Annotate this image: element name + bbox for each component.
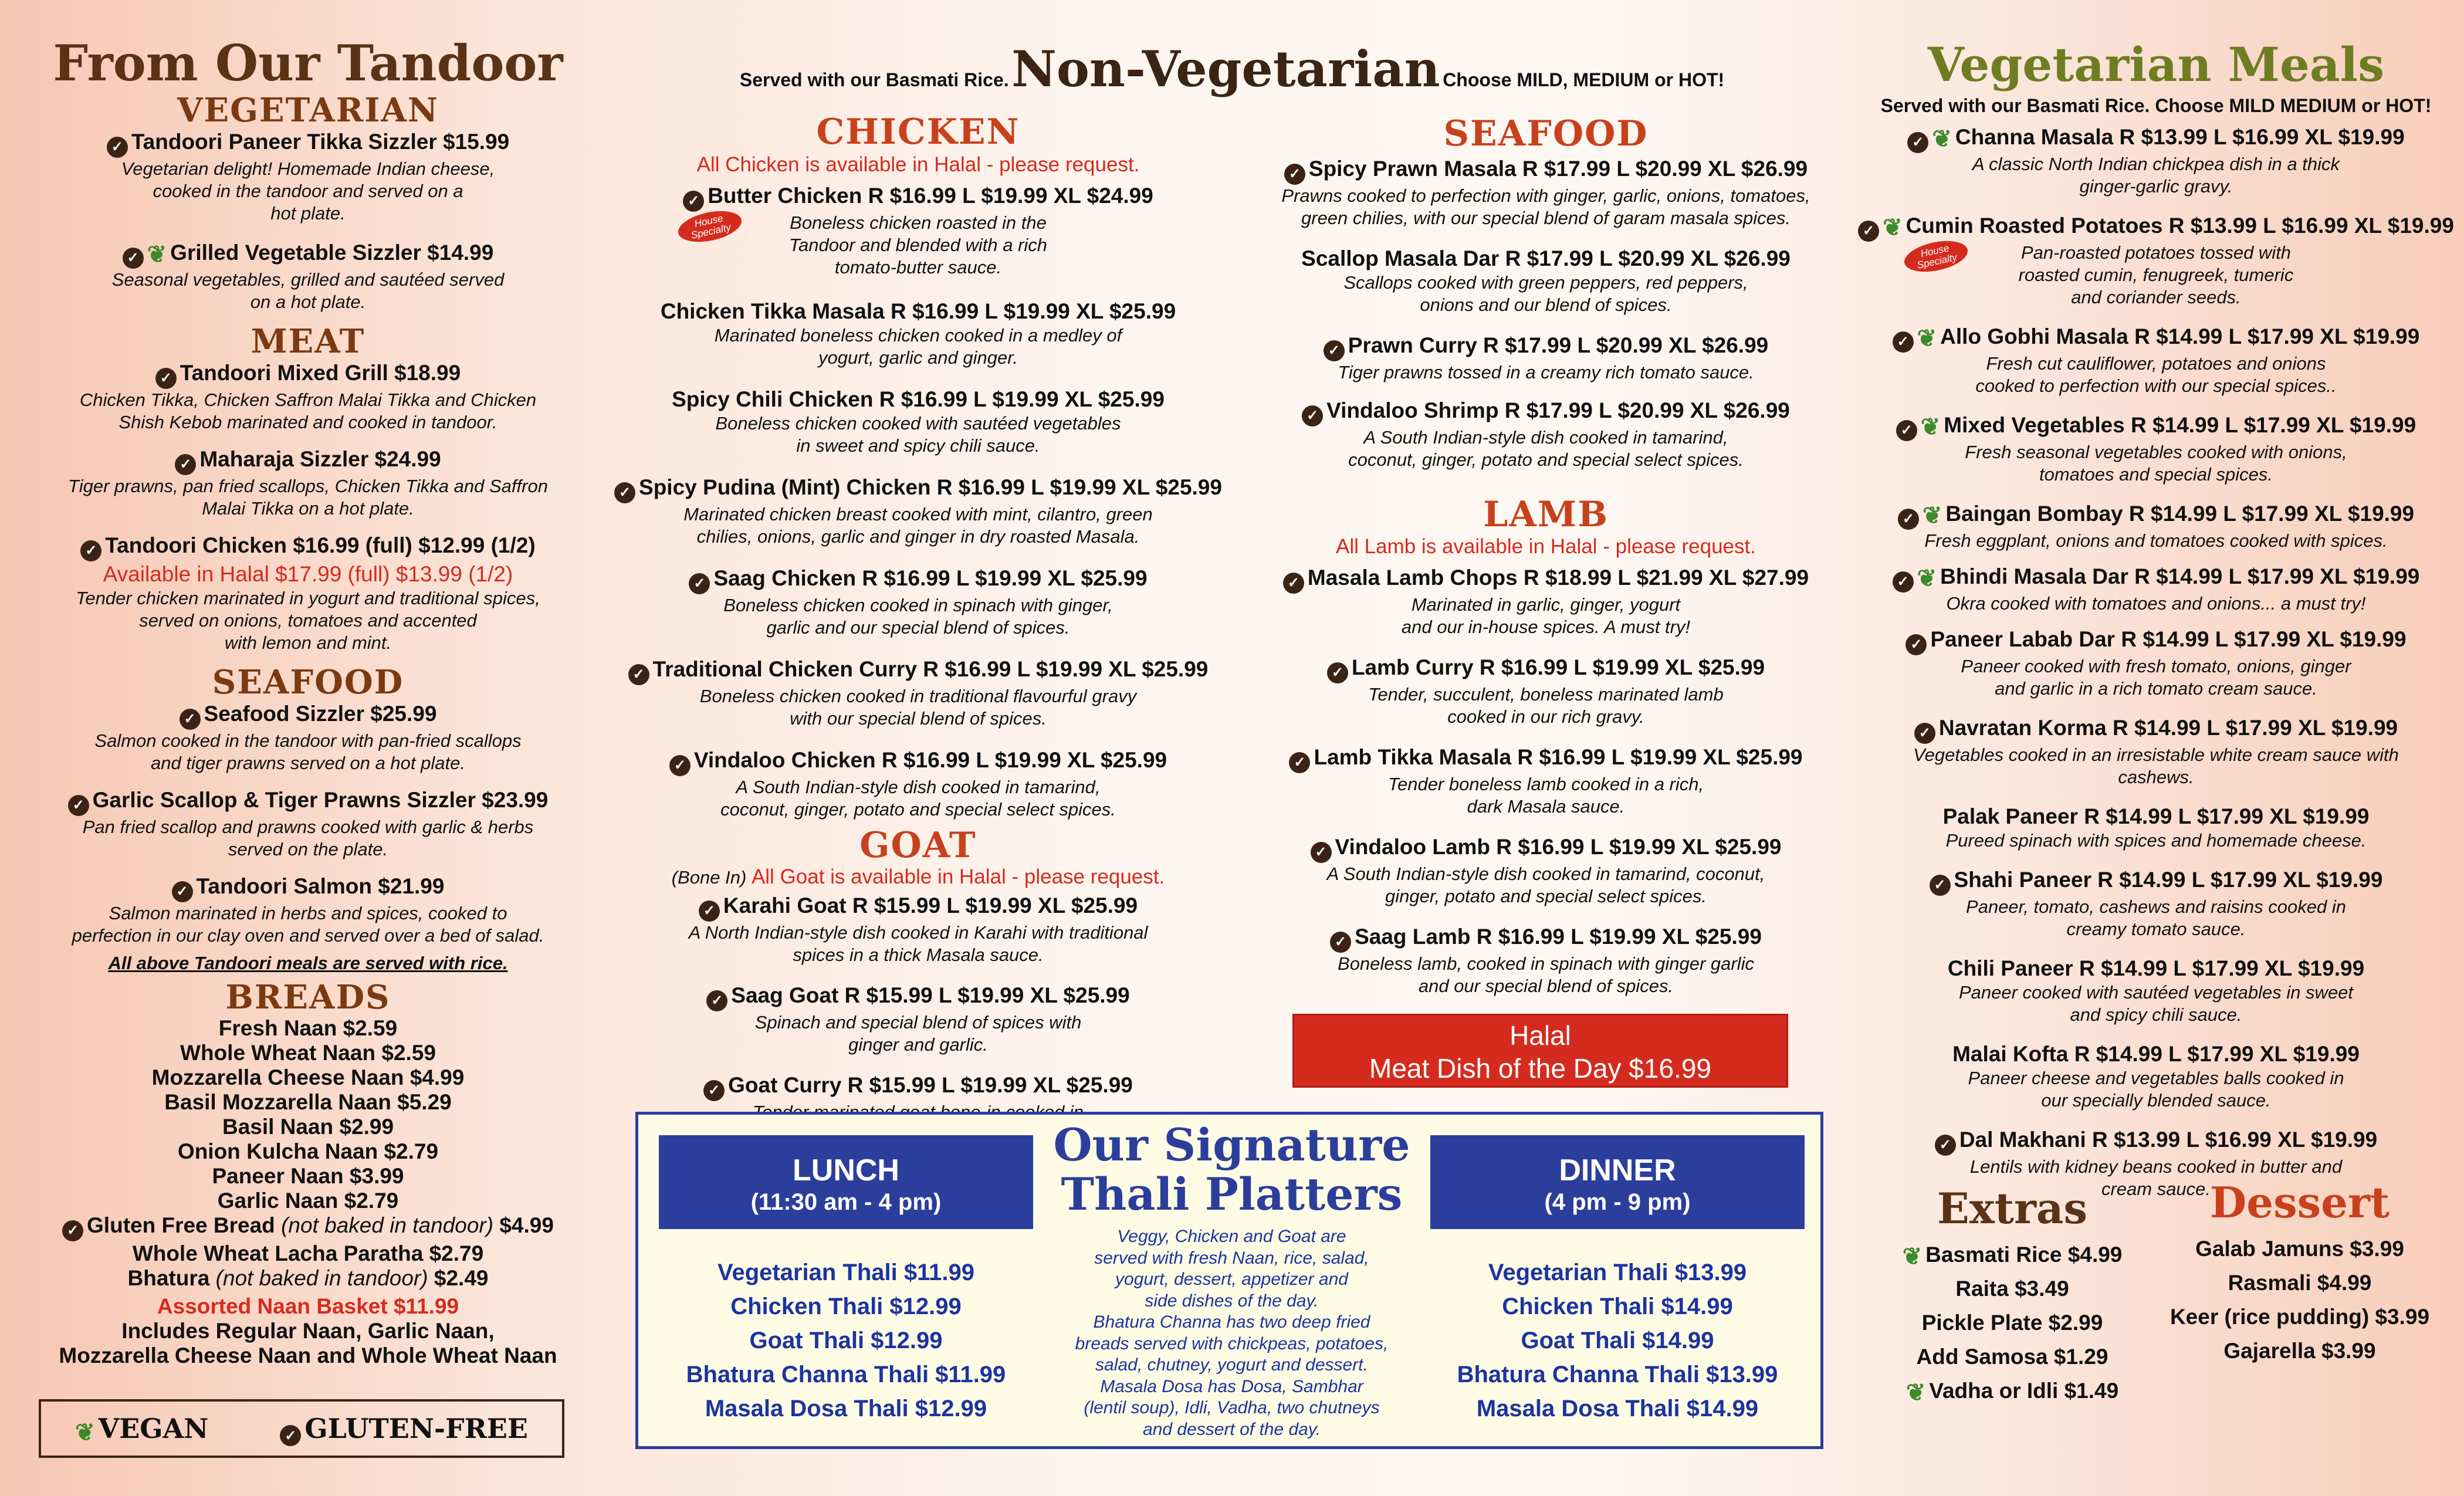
item-desc: Fresh cut cauliflower, potatoes and onions cooked to perfection with our special spices.. bbox=[1975, 353, 2337, 396]
item-desc: Fresh eggplant, onions and tomatoes cooked with spices. bbox=[1924, 530, 2388, 551]
item-name: Prawn Curry R $17.99 L $20.99 XL $26.99 bbox=[1348, 333, 1769, 357]
item-name: Spicy Prawn Masala R $17.99 L $20.99 XL $26.99 bbox=[1308, 157, 1808, 181]
breads-list bbox=[12, 1016, 604, 1368]
menu-item bbox=[1232, 655, 1860, 728]
gluten-free-icon: ✓ bbox=[1330, 932, 1351, 953]
gluten-free-icon: ✓ bbox=[1283, 573, 1304, 594]
menu-item bbox=[1232, 156, 1860, 229]
gluten-free-icon: ✓ bbox=[669, 755, 691, 776]
item-name: Garlic Scallop & Tiger Prawns Sizzler $23.99 bbox=[92, 788, 549, 812]
item-name: Saag Lamb R $16.99 L $19.99 XL $25.99 bbox=[1355, 925, 1762, 949]
breads-heading: BREADS bbox=[225, 978, 391, 1017]
thali-item: Chicken Thali $14.99 bbox=[1502, 1294, 1733, 1319]
item-name: Saag Chicken R $16.99 L $19.99 XL $25.99 bbox=[713, 566, 1148, 590]
thali-platters-box bbox=[635, 1112, 1823, 1449]
item-desc: Fresh seasonal vegetables cooked with onions, tomatoes and special spices. bbox=[1965, 442, 2347, 485]
menu-item bbox=[1854, 124, 2458, 198]
item-name: Channa Masala R $13.99 L $16.99 XL $19.99 bbox=[1955, 125, 2405, 149]
item-desc: Salmon cooked in the tandoor with pan-fried scallops and tiger prawns served on a hot plate. bbox=[94, 730, 522, 773]
dinner-time: (4 pm - 9 pm) bbox=[1544, 1189, 1691, 1215]
item-name: Traditional Chicken Curry R $16.99 L $19.99 XL $25.99 bbox=[652, 657, 1209, 681]
item-name: Grilled Vegetable Sizzler $14.99 bbox=[170, 241, 494, 265]
gluten-free-icon: ✓ bbox=[1930, 875, 1951, 896]
item-name: Shahi Paneer R $14.99 L $17.99 XL $19.99 bbox=[1954, 868, 2383, 892]
menu-item bbox=[1854, 715, 2458, 788]
item-name: Tandoori Paneer Tikka Sizzler $15.99 bbox=[131, 130, 510, 154]
item-desc: Pan fried scallop and prawns cooked with garlic & herbs served on the plate. bbox=[82, 817, 534, 859]
house-specialty-badge: House Specialty bbox=[675, 206, 744, 247]
dessert-section bbox=[2147, 1173, 2452, 1368]
lunch-box bbox=[659, 1135, 1033, 1229]
chicken-column bbox=[604, 111, 1232, 1146]
vegetarian-column bbox=[1854, 35, 2458, 1200]
leaf-icon: ❦ bbox=[1920, 414, 1941, 440]
dessert-item: Galab Jamuns $3.99 bbox=[2195, 1237, 2404, 1261]
menu-item bbox=[1232, 398, 1860, 471]
item-name: Maharaja Sizzler $24.99 bbox=[199, 447, 441, 471]
item-name: Navratan Korma R $14.99 L $17.99 XL $19.99 bbox=[1938, 716, 2398, 740]
thali-title-line1: Our Signature bbox=[1053, 1119, 1410, 1171]
menu-item bbox=[1854, 627, 2458, 700]
menu-item bbox=[604, 475, 1232, 548]
bread-item: ✓ Gluten Free Bread (not baked in tandoor) $4.99 bbox=[12, 1213, 604, 1241]
gluten-free-icon: ✓ bbox=[1905, 634, 1927, 655]
thali-item: Bhatura Channa Thali $11.99 bbox=[686, 1362, 1006, 1387]
item-desc: Paneer cooked with fresh tomato, onions, ginger and garlic in a rich tomato cream sauce. bbox=[1961, 656, 2351, 699]
item-desc: Tender, succulent, boneless marinated lamb cooked in our rich gravy. bbox=[1368, 684, 1724, 727]
item-desc: Vegetarian delight! Homemade Indian cheese, cooked in the tandoor and served on a hot plate. bbox=[121, 158, 495, 224]
menu-item bbox=[604, 893, 1232, 966]
menu-item bbox=[1232, 565, 1860, 638]
menu-item bbox=[1854, 804, 2458, 852]
leaf-icon: ❦ bbox=[75, 1419, 95, 1446]
item-name: Chili Paneer R $14.99 L $17.99 XL $19.99 bbox=[1947, 956, 2365, 980]
naan-basket: Assorted Naan Basket $11.99 bbox=[157, 1294, 459, 1318]
gluten-free-icon: ✓ bbox=[1914, 723, 1935, 744]
menu-item bbox=[1232, 333, 1860, 384]
menu-item bbox=[604, 183, 1232, 279]
leaf-icon: ❦ bbox=[1883, 215, 1903, 241]
gluten-free-icon: ✓ bbox=[1898, 509, 1919, 530]
item-desc: Marinated boneless chicken cooked in a medley of yogurt, garlic and ginger. bbox=[714, 325, 1122, 368]
thali-item: Goat Thali $14.99 bbox=[1521, 1328, 1714, 1353]
extra-item: ❦ Basmati Rice $4.99 bbox=[1902, 1243, 2123, 1270]
gluten-free-icon: ✓ bbox=[180, 709, 201, 730]
lunch-list bbox=[659, 1255, 1033, 1426]
gluten-free-icon: ✓ bbox=[1935, 1135, 1956, 1156]
gluten-free-icon: ✓ bbox=[1311, 842, 1332, 863]
legend-vegan: VEGAN bbox=[98, 1413, 209, 1444]
lamb-heading: LAMB bbox=[1483, 494, 1609, 535]
item-desc: A classic North Indian chickpea dish in a thick ginger-garlic gravy. bbox=[1972, 154, 2340, 197]
goat-bone-in: (Bone In) bbox=[671, 867, 747, 888]
menu-item bbox=[1854, 1041, 2458, 1112]
item-name: Tandoori Mixed Grill $18.99 bbox=[180, 361, 461, 385]
item-desc: A North Indian-style dish cooked in Karahi with traditional spices in a thick Masala sauce. bbox=[688, 922, 1148, 965]
nonveg-post: Choose MILD, MEDIUM or HOT! bbox=[1443, 69, 1725, 90]
chicken-heading: CHICKEN bbox=[816, 111, 1020, 153]
seafood-lamb-column bbox=[1232, 111, 1860, 997]
gluten-free-icon: ✓ bbox=[68, 795, 89, 816]
dessert-item: Gajarella $3.99 bbox=[2223, 1339, 2376, 1363]
item-desc: Lentils with kidney beans cooked in butter and cream sauce. bbox=[1969, 1156, 2343, 1199]
leaf-icon: ❦ bbox=[1917, 566, 1937, 591]
menu-item bbox=[1232, 744, 1860, 818]
leaf-icon: ❦ bbox=[1922, 503, 1942, 529]
menu-item bbox=[12, 360, 604, 434]
item-desc: Boneless lamb, cooked in spinach with ginger garlic and our special blend of spices. bbox=[1338, 953, 1754, 996]
gluten-free-icon: ✓ bbox=[107, 137, 128, 158]
menu-item bbox=[604, 387, 1232, 457]
extras-section bbox=[1877, 1179, 2147, 1408]
item-name: Allo Gobhi Masala R $14.99 L $17.99 XL $19.99 bbox=[1940, 324, 2420, 348]
item-name: Paneer Labab Dar R $14.99 L $17.99 XL $19.99 bbox=[1930, 627, 2407, 651]
thali-description: Veggy, Chicken and Goat are served with fresh Naan, rice, salad, yogurt, dessert, appetizer and side dishes of the day. Bhatura Channa has two deep fried breads served with chickpeas, potatoes, salad, chutney, yogurt and dessert. Masala Dosa has Dosa, Sambhar (lentil soup), Idli, Vadha, two chutneys and dessert of the day. bbox=[1075, 1227, 1389, 1439]
halal-dish-of-day bbox=[1292, 1014, 1788, 1088]
item-desc: A South Indian-style dish cooked in tamarind, coconut, ginger, potato and special select spices. bbox=[1348, 427, 1744, 470]
gluten-free-icon: ✓ bbox=[175, 454, 196, 475]
seafood-heading: SEAFOOD bbox=[212, 663, 404, 702]
gluten-free-icon: ✓ bbox=[614, 482, 635, 503]
leaf-icon: ❦ bbox=[1905, 1380, 1926, 1406]
item-desc: Prawns cooked to perfection with ginger, garlic, onions, tomatoes, green chilies, with our special blend of garam masala spices. bbox=[1281, 185, 1810, 228]
gluten-free-icon: ✓ bbox=[1289, 752, 1310, 773]
item-name: Spicy Pudina (Mint) Chicken R $16.99 L $19.99 XL $25.99 bbox=[639, 475, 1222, 499]
thali-item: Chicken Thali $12.99 bbox=[730, 1294, 962, 1319]
item-desc: Paneer cheese and vegetables balls cooked in our specially blended sauce. bbox=[1968, 1068, 2344, 1111]
gluten-free-icon: ✓ bbox=[1324, 340, 1345, 361]
item-desc: Boneless chicken cooked in traditional flavourful gravy with our special blend of spices. bbox=[699, 686, 1137, 729]
item-desc: Scallops cooked with green peppers, red peppers, onions and our blend of spices. bbox=[1343, 272, 1748, 315]
halal-note: Available in Halal $17.99 (full) $13.99 (1/2) bbox=[103, 562, 513, 586]
halal-box-title: Halal bbox=[1509, 1020, 1571, 1051]
menu-item bbox=[12, 701, 604, 774]
dessert-heading: Dessert bbox=[2209, 1177, 2390, 1227]
gluten-free-icon: ✓ bbox=[699, 901, 720, 922]
menu-item bbox=[12, 533, 604, 654]
item-desc: Tiger prawns, pan fried scallops, Chicken Tikka and Saffron Malai Tikka on a hot plate. bbox=[68, 476, 548, 519]
item-desc: Spinach and special blend of spices with ginger and garlic. bbox=[754, 1012, 1082, 1055]
dessert-item: Keer (rice pudding) $3.99 bbox=[2169, 1305, 2430, 1329]
gluten-free-icon: ✓ bbox=[1858, 221, 1879, 242]
dinner-label: DINNER bbox=[1559, 1153, 1676, 1187]
gluten-free-icon: ✓ bbox=[703, 1080, 725, 1101]
menu-item bbox=[12, 129, 604, 225]
bread-item: Basil Mozzarella Naan $5.29 bbox=[164, 1090, 452, 1114]
item-name: Tandoori Chicken $16.99 (full) $12.99 (1/2) bbox=[105, 533, 536, 557]
goat-halal-note: All Goat is available in Halal - please request. bbox=[751, 865, 1165, 888]
gluten-free-icon: ✓ bbox=[172, 881, 193, 902]
menu-item bbox=[1854, 412, 2458, 486]
bread-item: Mozzarella Cheese Naan $4.99 bbox=[151, 1065, 465, 1089]
item-desc: Salmon marinated in herbs and spices, cooked to perfection in our clay oven and served over a bed of salad. bbox=[72, 903, 544, 946]
item-name: Spicy Chili Chicken R $16.99 L $19.99 XL $25.99 bbox=[672, 387, 1165, 411]
item-desc: A South Indian-style dish cooked in tamarind, coconut, ginger, potato and special select spices. bbox=[720, 777, 1116, 820]
menu-item bbox=[1854, 564, 2458, 615]
gluten-free-icon: ✓ bbox=[155, 368, 177, 389]
item-name: Vindaloo Lamb R $16.99 L $19.99 XL $25.99 bbox=[1335, 835, 1782, 859]
legend-box bbox=[39, 1399, 564, 1458]
bread-item: Fresh Naan $2.59 bbox=[218, 1016, 398, 1040]
item-desc: Marinated in garlic, ginger, yogurt and our in-house spices. A must try! bbox=[1401, 594, 1691, 637]
dinner-box bbox=[1430, 1135, 1805, 1229]
thali-item: Masala Dosa Thali $14.99 bbox=[1476, 1396, 1759, 1421]
nonveg-header bbox=[616, 40, 1848, 98]
item-name: Palak Paneer R $14.99 L $17.99 XL $19.99 bbox=[1942, 804, 2370, 828]
vegetarian-meals-title: Vegetarian Meals bbox=[1927, 37, 2385, 92]
item-desc: Paneer, tomato, cashews and raisins cooked in creamy tomato sauce. bbox=[1966, 896, 2346, 939]
chicken-halal-note: All Chicken is available in Halal - please request. bbox=[696, 153, 1140, 176]
gluten-free-icon: ✓ bbox=[1893, 571, 1914, 593]
thali-item: Masala Dosa Thali $12.99 bbox=[705, 1396, 987, 1421]
nonveg-title: Non-Vegetarian bbox=[1011, 40, 1440, 98]
menu-item bbox=[1232, 924, 1860, 997]
item-name: Vindaloo Chicken R $16.99 L $19.99 XL $25.99 bbox=[693, 748, 1167, 772]
gluten-free-icon: ✓ bbox=[706, 990, 727, 1011]
menu-item bbox=[1232, 834, 1860, 908]
item-name: Seafood Sizzler $25.99 bbox=[204, 702, 437, 726]
gluten-free-icon: ✓ bbox=[1284, 164, 1305, 185]
lunch-time: (11:30 am - 4 pm) bbox=[750, 1189, 942, 1215]
extra-item: ❦ Vadha or Idli $1.49 bbox=[1905, 1379, 2119, 1406]
extra-item: Add Samosa $1.29 bbox=[1916, 1345, 2108, 1369]
menu-item bbox=[1854, 501, 2458, 552]
item-desc: A South Indian-style dish cooked in tamarind, coconut, ginger, potato and special select spices. bbox=[1326, 864, 1765, 906]
vegetarian-sub: Served with our Basmati Rice. Choose MILD MEDIUM or HOT! bbox=[1880, 95, 2432, 116]
naan-basket-desc: Includes Regular Naan, Garlic Naan, Mozzarella Cheese Naan and Whole Wheat Naan bbox=[59, 1319, 557, 1368]
menu-item bbox=[1232, 246, 1860, 316]
vegetarian-heading: VEGETARIAN bbox=[177, 91, 439, 130]
menu-item bbox=[604, 983, 1232, 1056]
menu-item bbox=[12, 787, 604, 861]
thali-item: Vegetarian Thali $13.99 bbox=[1488, 1260, 1747, 1285]
leaf-icon: ❦ bbox=[147, 242, 167, 268]
menu-item bbox=[12, 446, 604, 520]
gluten-free-icon: ✓ bbox=[1302, 405, 1323, 427]
item-name: Baingan Bombay R $14.99 L $17.99 XL $19.99 bbox=[1945, 502, 2415, 526]
bread-item: Whole Wheat Naan $2.59 bbox=[180, 1041, 436, 1065]
item-name: Scallop Masala Dar R $17.99 L $20.99 XL $26.99 bbox=[1301, 246, 1791, 270]
thali-title-line2: Thali Platters bbox=[1061, 1168, 1403, 1220]
menu-item bbox=[1854, 213, 2458, 309]
leaf-icon: ❦ bbox=[1932, 126, 1952, 152]
item-desc: Tender chicken marinated in yogurt and traditional spices, served on onions, tomatoes and accented with lemon and mint. bbox=[76, 588, 540, 653]
item-desc: Chicken Tikka, Chicken Saffron Malai Tikka and Chicken Shish Kebob marinated and cooked in tandoor. bbox=[79, 390, 537, 432]
item-name: Dal Makhani R $13.99 L $16.99 XL $19.99 bbox=[1959, 1128, 2378, 1152]
menu-item bbox=[604, 566, 1232, 639]
gluten-free-icon: ✓ bbox=[1907, 132, 1928, 153]
extras-heading: Extras bbox=[1937, 1183, 2088, 1233]
item-desc: Boneless chicken cooked in spinach with ginger, garlic and our special blend of spices. bbox=[723, 595, 1113, 638]
thali-item: Vegetarian Thali $11.99 bbox=[717, 1260, 975, 1285]
bread-item: Bhatura (not baked in tandoor) $2.49 bbox=[127, 1266, 489, 1290]
bread-item: Whole Wheat Lacha Paratha $2.79 bbox=[132, 1241, 484, 1265]
item-desc: Vegetables cooked in an irresistable white cream sauce with cashews. bbox=[1913, 744, 2399, 787]
menu-item bbox=[1854, 867, 2458, 940]
item-desc: Pureed spinach with spices and homemade cheese. bbox=[1945, 830, 2367, 851]
item-name: Bhindi Masala Dar R $14.99 L $17.99 XL $19.99 bbox=[1940, 564, 2420, 588]
tandoor-note: All above Tandoori meals are served with rice. bbox=[108, 953, 508, 973]
item-desc: Boneless chicken cooked with sautéed vegetables in sweet and spicy chili sauce. bbox=[715, 413, 1121, 456]
item-desc: Okra cooked with tomatoes and onions... a must try! bbox=[1946, 593, 2366, 614]
extra-item: Raita $3.49 bbox=[1955, 1277, 2069, 1301]
item-desc: Seasonal vegetables, grilled and sautéed served on a hot plate. bbox=[111, 269, 505, 312]
lunch-label: LUNCH bbox=[793, 1153, 899, 1187]
goat-note bbox=[604, 865, 1232, 889]
thali-item: Bhatura Channa Thali $13.99 bbox=[1457, 1362, 1778, 1387]
goat-heading: GOAT bbox=[859, 825, 977, 866]
item-name: Lamb Tikka Masala R $16.99 L $19.99 XL $25.99 bbox=[1314, 745, 1803, 769]
nonveg-pre: Served with our Basmati Rice. bbox=[739, 69, 1009, 90]
gluten-free-icon: ✓ bbox=[123, 248, 144, 269]
thali-item: Goat Thali $12.99 bbox=[749, 1328, 943, 1353]
gluten-free-icon: ✓ bbox=[1327, 662, 1348, 683]
house-specialty-badge: House Specialty bbox=[1901, 236, 1971, 277]
gluten-free-icon: ✓ bbox=[628, 664, 649, 685]
item-desc: Pan-roasted potatoes tossed with roasted cumin, fenugreek, tumeric and coriander seeds. bbox=[2018, 242, 2294, 307]
menu-item bbox=[604, 656, 1232, 730]
extra-item: Pickle Plate $2.99 bbox=[1921, 1311, 2103, 1335]
menu-item bbox=[12, 240, 604, 313]
halal-box-price: Meat Dish of the Day $16.99 bbox=[1369, 1053, 1711, 1084]
meat-heading: MEAT bbox=[251, 322, 365, 361]
menu-item bbox=[1854, 324, 2458, 397]
item-desc: Tender boneless lamb cooked in a rich, dark Masala sauce. bbox=[1387, 774, 1704, 817]
menu-item bbox=[604, 299, 1232, 369]
item-name: Goat Curry R $15.99 L $19.99 XL $25.99 bbox=[728, 1073, 1133, 1097]
leaf-icon: ❦ bbox=[1917, 326, 1937, 351]
bread-item: Garlic Naan $2.79 bbox=[217, 1189, 399, 1213]
item-name: Karahi Goat R $15.99 L $19.99 XL $25.99 bbox=[723, 893, 1138, 918]
gluten-free-icon: ✓ bbox=[280, 1425, 301, 1446]
gluten-free-icon: ✓ bbox=[689, 573, 710, 594]
gluten-free-icon: ✓ bbox=[80, 540, 101, 561]
dessert-item: Rasmali $4.99 bbox=[2228, 1271, 2372, 1295]
seafood-heading: SEAFOOD bbox=[1443, 113, 1649, 154]
item-name: Lamb Curry R $16.99 L $19.99 XL $25.99 bbox=[1351, 655, 1765, 679]
menu-item bbox=[1854, 956, 2458, 1026]
gluten-free-icon: ✓ bbox=[62, 1220, 83, 1241]
tandoor-column bbox=[12, 35, 604, 1368]
item-desc: Tiger prawns tossed in a creamy rich tomato sauce. bbox=[1338, 362, 1754, 383]
bread-item: Onion Kulcha Naan $2.79 bbox=[177, 1139, 439, 1163]
item-name: Chicken Tikka Masala R $16.99 L $19.99 XL $25.99 bbox=[660, 299, 1176, 323]
bread-item: Paneer Naan $3.99 bbox=[212, 1164, 404, 1188]
item-name: Tandoori Salmon $21.99 bbox=[196, 874, 445, 898]
item-name: Vindaloo Shrimp R $17.99 L $20.99 XL $26.99 bbox=[1326, 398, 1790, 422]
item-name: Masala Lamb Chops R $18.99 L $21.99 XL $27.99 bbox=[1307, 566, 1809, 590]
menu-item bbox=[12, 874, 604, 947]
lamb-halal-note: All Lamb is available in Halal - please request. bbox=[1336, 535, 1756, 558]
item-desc: Marinated chicken breast cooked with mint, cilantro, green chilies, onions, garlic and ginger in dry roasted Masala. bbox=[683, 504, 1153, 547]
dinner-list bbox=[1430, 1255, 1805, 1426]
item-name: Butter Chicken R $16.99 L $19.99 XL $24.99 bbox=[708, 184, 1153, 208]
item-name: Mixed Vegetables R $14.99 L $17.99 XL $19.99 bbox=[1944, 413, 2416, 437]
item-desc: Boneless chicken roasted in the Tandoor and blended with a rich tomato-butter sauce. bbox=[788, 212, 1048, 277]
menu-item bbox=[604, 747, 1232, 821]
gluten-free-icon: ✓ bbox=[1896, 420, 1917, 441]
gluten-free-icon: ✓ bbox=[1893, 331, 1914, 353]
legend-gluten-free: GLUTEN-FREE bbox=[304, 1413, 528, 1444]
thali-title bbox=[1033, 1121, 1430, 1219]
item-desc: Paneer cooked with sautéed vegetables in sweet and spicy chili sauce. bbox=[1958, 982, 2354, 1025]
bread-item: Basil Naan $2.99 bbox=[222, 1115, 394, 1139]
item-name: Malai Kofta R $14.99 L $17.99 XL $19.99 bbox=[1952, 1042, 2360, 1066]
item-name: Cumin Roasted Potatoes R $13.99 L $16.99 XL $19.99 bbox=[1905, 214, 2454, 238]
tandoor-title: From Our Tandoor bbox=[53, 34, 563, 92]
leaf-icon: ❦ bbox=[1902, 1244, 1923, 1270]
gluten-free-icon: ✓ bbox=[683, 191, 704, 212]
item-name: Saag Goat R $15.99 L $19.99 XL $25.99 bbox=[731, 983, 1130, 1007]
